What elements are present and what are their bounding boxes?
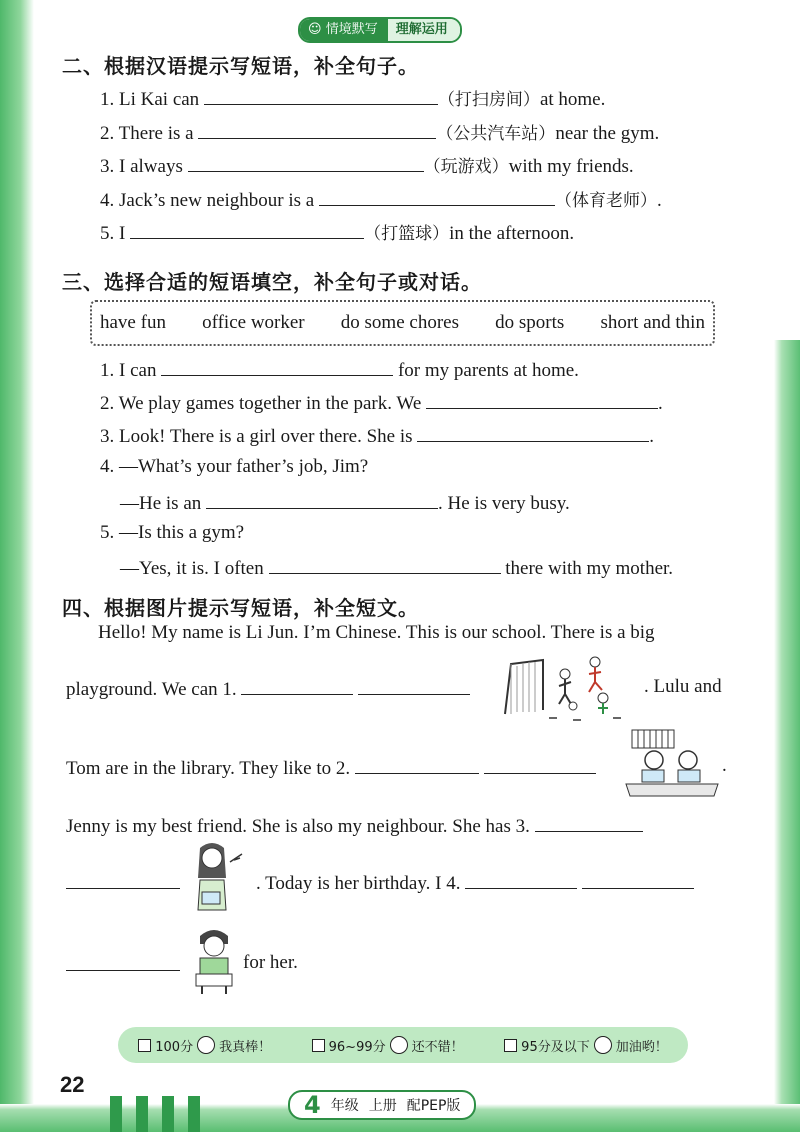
s3-item-5-answer: —Yes, it is. I often there with my mother.	[120, 555, 673, 580]
answer-blank[interactable]	[130, 220, 364, 239]
word-option: office worker	[202, 312, 305, 333]
answer-blank[interactable]	[355, 755, 479, 774]
answer-blank[interactable]	[66, 870, 180, 889]
word-option: do sports	[495, 312, 565, 333]
answer-blank[interactable]	[241, 676, 353, 695]
score-option-96-99[interactable]: 96~99分 还不错！	[312, 1036, 464, 1055]
checkbox-icon[interactable]	[138, 1039, 151, 1052]
section4-title: 四、根据图片提示写短语，补全短文。	[62, 596, 419, 620]
passage-line-2-end: . Lulu and	[644, 676, 722, 697]
passage-line-5: . Today is her birthday. I 4.	[256, 870, 694, 895]
answer-blank[interactable]	[204, 86, 438, 105]
answer-blank[interactable]	[484, 755, 596, 774]
smile-face-icon	[197, 1036, 215, 1054]
answer-blank[interactable]	[426, 390, 658, 409]
passage-line-2: playground. We can 1.	[66, 676, 470, 701]
s3-item-5: 5. —Is this a gym?	[100, 522, 245, 543]
grade-badge: 4 年级 上册 配PEP版	[288, 1090, 476, 1120]
answer-blank[interactable]	[417, 423, 649, 442]
answer-blank[interactable]	[358, 676, 470, 695]
smile-face-icon	[390, 1036, 408, 1054]
passage-line-3: Tom are in the library. They like to 2.	[66, 755, 596, 780]
score-option-100[interactable]: 100分 我真棒！	[138, 1036, 271, 1055]
answer-blank[interactable]	[198, 120, 436, 139]
answer-blank[interactable]	[269, 555, 501, 574]
answer-blank[interactable]	[319, 187, 555, 206]
word-option: have fun	[100, 312, 166, 333]
section3-title: 三、选择合适的短语填空，补全句子或对话。	[62, 270, 482, 294]
answer-blank[interactable]	[161, 357, 393, 376]
s2-item-4: 4. Jack’s new neighbour is a （体育老师）.	[100, 186, 662, 212]
word-bank	[90, 300, 715, 346]
s3-item-3: 3. Look! There is a girl over there. She is .	[100, 423, 654, 448]
checkbox-icon[interactable]	[312, 1039, 325, 1052]
score-bar	[118, 1027, 688, 1063]
passage-line-6-blank	[66, 952, 180, 977]
decorative-bars	[110, 1096, 200, 1132]
s2-item-1: 1. Li Kai can （打扫房间）at home.	[100, 85, 605, 111]
answer-blank[interactable]	[582, 870, 694, 889]
cheer-face-icon	[594, 1036, 612, 1054]
word-option: short and thin	[600, 312, 705, 333]
score-option-95-below[interactable]: 95分及以下 加油哟！	[504, 1036, 668, 1055]
s2-item-2: 2. There is a （公共汽车站）near the gym.	[100, 119, 659, 145]
passage-line-6: for her.	[243, 952, 298, 973]
playground-football-picture	[503, 652, 635, 722]
s3-item-2: 2. We play games together in the park. We .	[100, 390, 663, 415]
passage-line-5-blank	[66, 870, 180, 895]
s2-item-3: 3. I always （玩游戏）with my friends.	[100, 152, 634, 178]
page-edge-right	[774, 340, 800, 1132]
passage-line-1: Hello! My name is Li Jun. I’m Chinese. This is our school. There is a big	[98, 622, 655, 643]
answer-blank[interactable]	[465, 870, 577, 889]
section2-title: 二、根据汉语提示写短语，补全句子。	[62, 54, 419, 78]
passage-line-3-end: .	[722, 755, 727, 776]
page-number: 22	[60, 1072, 85, 1097]
passage-line-4: Jenny is my best friend. She is also my neighbour. She has 3.	[66, 813, 643, 838]
s3-item-4-answer: —He is an . He is very busy.	[120, 490, 570, 515]
library-reading-picture	[624, 726, 720, 802]
s2-item-5: 5. I （打篮球）in the afternoon.	[100, 219, 574, 245]
answer-blank[interactable]	[66, 952, 180, 971]
boy-present-picture	[186, 924, 242, 996]
answer-blank[interactable]	[188, 153, 424, 172]
word-option: do some chores	[340, 312, 459, 333]
answer-blank[interactable]	[535, 813, 643, 832]
checkbox-icon[interactable]	[504, 1039, 517, 1052]
page-edge-left	[0, 0, 34, 1132]
s3-item-1: 1. I can for my parents at home.	[100, 357, 579, 382]
header-badge-right: 理解运用	[388, 19, 460, 41]
s3-item-4: 4. —What’s your father’s job, Jim?	[100, 456, 369, 477]
header-badge-left: ☺ 情境默写	[300, 19, 388, 41]
smile-icon: ☺	[308, 22, 322, 37]
answer-blank[interactable]	[206, 490, 438, 509]
header-badge	[298, 17, 462, 43]
girl-long-hair-picture	[182, 838, 246, 918]
